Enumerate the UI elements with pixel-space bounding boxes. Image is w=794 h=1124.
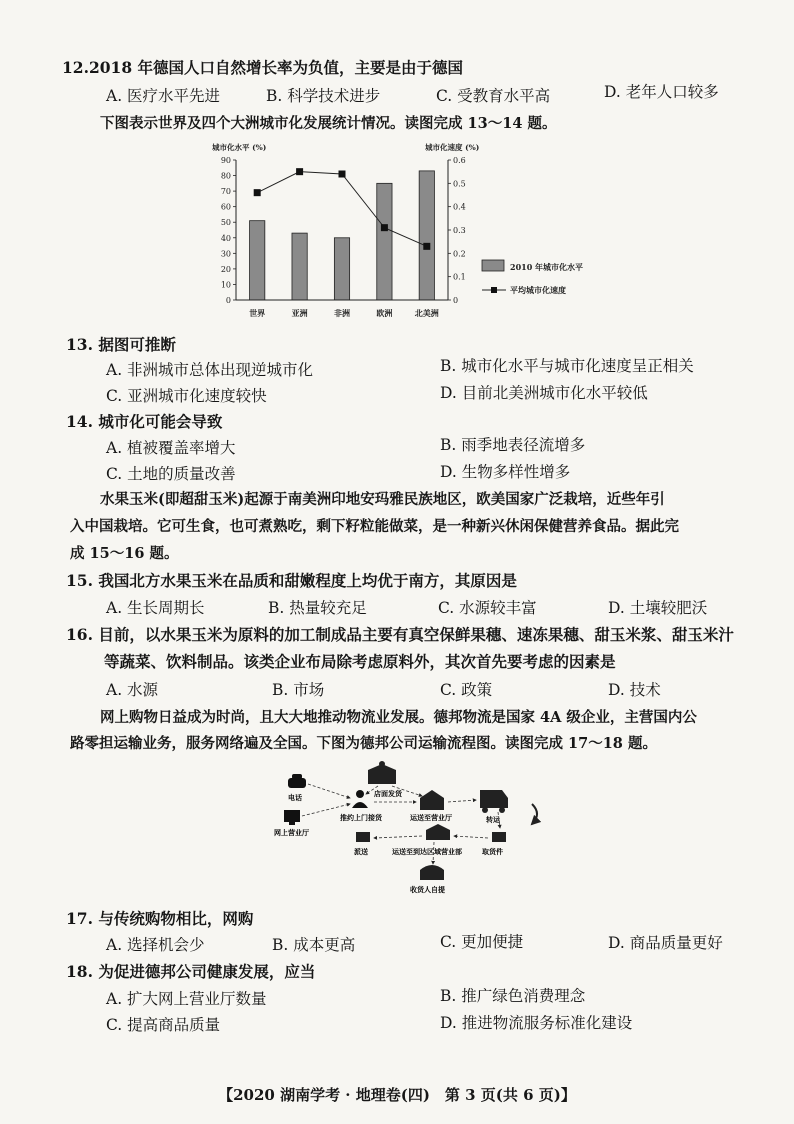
q16-option-c: C. 政策 [440, 681, 493, 699]
chart-category-label: 北美洲 [414, 308, 439, 318]
take-goods-icon [492, 832, 506, 842]
flow-label-self-pick: 收货人自提 [410, 885, 445, 894]
chart-category-label: 非洲 [334, 308, 350, 318]
chart-left-axis-label: 城市化水平 (%) [212, 143, 267, 152]
q12-option-b: B. 科学技术进步 [266, 87, 381, 105]
flow-label-pickup: 推约上门接货 [340, 813, 382, 822]
computer-icon [284, 810, 300, 825]
legend-line-label: 平均城市化速度 [510, 285, 566, 295]
q16-option-d: D. 技术 [608, 681, 661, 699]
passage-15-16-line2: 入中国栽培。它可生食，也可煮熟吃，剩下籽粒能做菜，是一种新兴休闲保健营养食品。据此完 [70, 518, 679, 535]
flow-label-deliver: 派送 [354, 847, 368, 856]
passage-17-18-line1: 网上购物日益成为时尚，且大大地推动物流业发展。德邦物流是国家 4A 级企业，主营国内公 [100, 709, 697, 726]
chart-left-tick-label: 10 [220, 280, 231, 290]
q12-stem: 12.2018 年德国人口自然增长率为负值，主要是由于德国 [62, 58, 464, 77]
chart-left-tick-label: 40 [220, 233, 231, 243]
q16-stem-line2: 等蔬菜、饮料制品。该类企业布局除考虑原料外，其次首先要考虑的因素是 [104, 652, 616, 671]
urbanization-chart [200, 140, 620, 325]
chart-right-tick-label: 0.1 [453, 272, 466, 282]
phone-icon [288, 774, 306, 788]
chart-right-tick-label: 0.3 [453, 226, 466, 235]
passage-15-16-line3: 成 15～16 题。 [70, 545, 179, 562]
q18-option-c: C. 提高商品质量 [106, 1016, 221, 1034]
chart-speed-point [339, 171, 346, 178]
q12-option-a: A. 医疗水平先进 [106, 87, 221, 105]
chart-speed-point [254, 189, 261, 196]
transfer-loop-arrow [532, 804, 537, 824]
q16-option-a: A. 水源 [106, 681, 159, 699]
warehouse-icon [420, 790, 444, 810]
chart-category-label: 欧洲 [376, 308, 393, 318]
q16-option-b: B. 市场 [272, 681, 325, 699]
q15-option-b: B. 热量较充足 [268, 599, 367, 617]
q14-option-a: A. 植被覆盖率增大 [106, 439, 236, 457]
q17-option-d: D. 商品质量更好 [608, 934, 723, 952]
q18-option-b: B. 推广绿色消费理念 [440, 987, 586, 1005]
chart-speed-point [381, 224, 388, 231]
passage-15-16-line1: 水果玉米(即超甜玉米)起源于南美洲印地安玛雅民族地区，欧美国家广泛栽培，近些年引 [100, 491, 665, 508]
chart-left-tick-label: 70 [220, 187, 231, 197]
q13-option-d: D. 目前北美洲城市化水平较低 [440, 384, 648, 402]
chart-right-tick-label: 0 [453, 296, 459, 305]
q14-option-c: C. 土地的质量改善 [106, 465, 236, 483]
chart-left-tick-label: 90 [220, 156, 231, 165]
chart-left-tick-label: 20 [220, 264, 231, 274]
chart-right-tick-label: 0.6 [453, 156, 466, 165]
q17-option-a: A. 选择机会少 [106, 936, 205, 954]
q17-option-c: C. 更加便捷 [440, 933, 524, 951]
q14-stem: 14. 城市化可能会导致 [66, 412, 223, 431]
q18-option-a: A. 扩大网上营业厅数量 [106, 990, 267, 1008]
flow-label-store-ship: 店面发货 [374, 789, 402, 798]
self-pick-icon [420, 865, 444, 880]
chart-left-tick-label: 50 [220, 218, 231, 228]
chart-left-tick-label: 30 [220, 249, 231, 259]
q18-stem: 18. 为促进德邦公司健康发展，应当 [66, 962, 316, 981]
chart-speed-line [257, 172, 427, 247]
pickup-person-icon [352, 790, 368, 808]
legend-bar-swatch [482, 260, 504, 271]
q15-option-a: A. 生长周期长 [106, 599, 205, 617]
chart-legend [482, 260, 583, 295]
q15-stem: 15. 我国北方水果玉米在品质和甜嫩程度上均优于南方，其原因是 [66, 571, 517, 590]
flow-label-to-hall: 运送至营业厅 [410, 813, 452, 822]
chart-left-tick-label: 80 [220, 171, 231, 181]
chart-speed-point [296, 168, 303, 175]
q12-option-d: D. 老年人口较多 [604, 83, 719, 101]
q16-stem-line1: 16. 目前，以水果玉米为原料的加工制成品主要有真空保鲜果穗、速冻果穗、甜玉米浆、甜玉米汁 [66, 625, 734, 644]
q13-option-c: C. 亚洲城市化速度较快 [106, 387, 267, 405]
chart-right-tick-label: 0.5 [453, 179, 466, 189]
chart-category-label: 亚洲 [291, 308, 308, 318]
deliver-icon [356, 832, 370, 842]
flow-label-online-hall: 网上营业厅 [274, 828, 309, 837]
chart-bar [334, 238, 349, 300]
q15-option-c: C. 水源较丰富 [438, 599, 537, 617]
legend-bar-label: 2010 年城市化水平 [510, 262, 584, 272]
chart-bar [292, 233, 307, 300]
q17-option-b: B. 成本更高 [272, 936, 356, 954]
q14-option-b: B. 雨季地表径流增多 [440, 436, 586, 454]
chart-category-label: 世界 [249, 308, 266, 318]
passage-17-18-line2: 路零担运输业务，服务网络遍及全国。下图为德邦公司运输流程图。读图完成 17～18 题。 [70, 735, 657, 752]
flow-label-phone: 电话 [288, 793, 302, 802]
flow-label-transfer: 转运 [486, 815, 500, 824]
chart-bar [250, 221, 265, 300]
destination-office-icon [426, 824, 450, 840]
chart-right-axis-label: 城市化速度 (%) [425, 143, 480, 152]
logistics-flow-diagram [270, 760, 560, 900]
chart-right-tick-label: 0.4 [453, 202, 466, 212]
chart-speed-point [423, 243, 430, 250]
q17-stem: 17. 与传统购物相比，网购 [66, 909, 254, 928]
q13-option-a: A. 非洲城市总体出现逆城市化 [106, 361, 314, 379]
flow-label-to-dest: 运送至到达区域营业部 [392, 847, 462, 856]
q14-option-d: D. 生物多样性增多 [440, 463, 571, 481]
chart-left-tick-label: 0 [225, 296, 231, 305]
flow-label-take-goods: 取货件 [482, 847, 503, 856]
page-footer: 【2020 湖南学考 · 地理卷(四) 第 3 页(共 6 页)】 [218, 1086, 576, 1104]
q12-option-c: C. 受教育水平高 [436, 87, 551, 105]
intro-13-14: 下图表示世界及四个大洲城市化发展统计情况。读图完成 13～14 题。 [100, 115, 557, 132]
legend-line-marker [491, 287, 497, 293]
store-icon [368, 761, 396, 784]
chart-left-tick-label: 60 [220, 202, 231, 212]
transfer-truck-icon [480, 790, 508, 813]
chart-right-tick-label: 0.2 [453, 249, 466, 259]
q13-option-b: B. 城市化水平与城市化速度呈正相关 [440, 357, 694, 375]
chart-bar [377, 183, 392, 300]
q18-option-d: D. 推进物流服务标准化建设 [440, 1014, 633, 1032]
q15-option-d: D. 土壤较肥沃 [608, 599, 708, 617]
chart-bar [419, 171, 434, 300]
q13-stem: 13. 据图可推断 [66, 335, 176, 354]
